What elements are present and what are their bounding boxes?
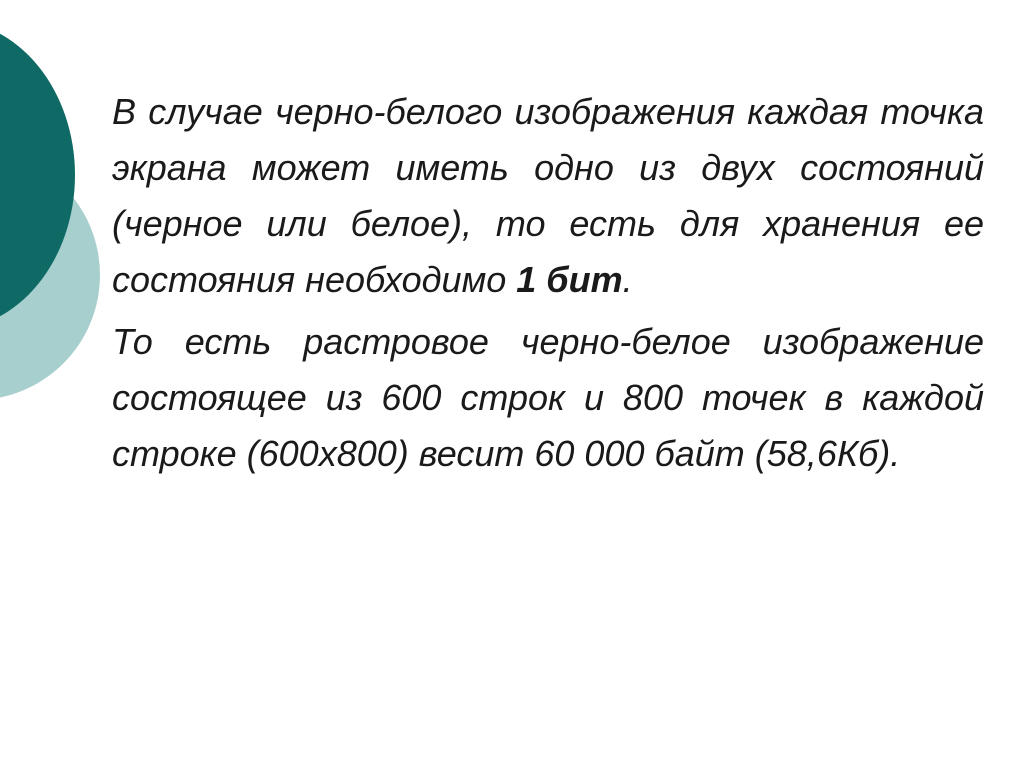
paragraph-black-white [112, 84, 984, 308]
paragraph-black-white-end: . [622, 259, 633, 300]
slide-body [112, 84, 984, 488]
paragraph-black-white-text: В случае черно-белого изображения каждая точка экрана может иметь одно из двух состояний (черное или белое), то есть для хранения ее состояния необходимо [112, 91, 984, 300]
bit-amount: 1 бит [516, 259, 623, 300]
paragraph-raster-size: То есть растровое черно-белое изображение состоящее из 600 строк и 800 точек в каждой строке (600x800) весит 60 000 байт (58,6Кб). [112, 321, 984, 474]
